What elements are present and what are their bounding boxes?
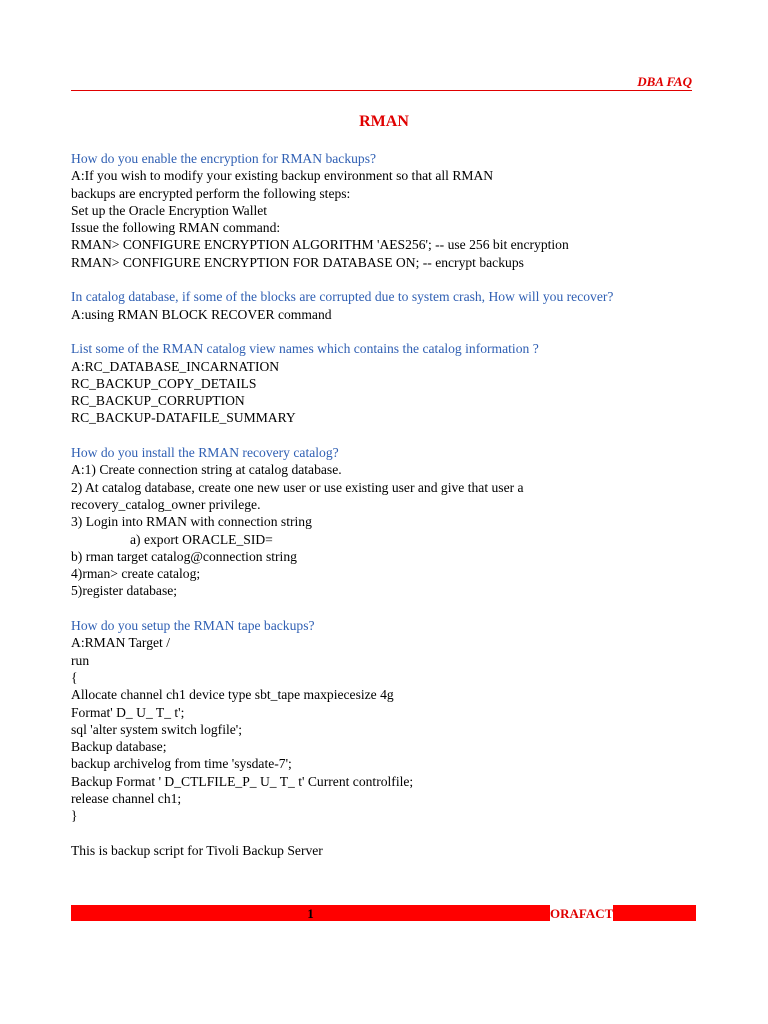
spacer [71,323,711,340]
answer-line: RC_BACKUP_CORRUPTION [71,393,245,409]
faq-section-tape-backups [71,617,711,825]
answer-line: } [71,808,78,824]
answer-line: sql 'alter system switch logfile'; [71,721,243,737]
faq-question: How do you enable the encryption for RMAN backups? [71,151,377,166]
answer-line: 3) Login into RMAN with connection string [71,514,312,530]
answer-line: run [71,652,90,668]
answer-line: backups are encrypted perform the following steps: [71,185,351,201]
document-title: RMAN [359,113,409,130]
answer-line: Backup database; [71,739,167,755]
spacer [71,825,711,842]
faq-question: How do you install the RMAN recovery catalog? [71,445,339,461]
spacer [71,427,711,444]
document-body [71,150,711,859]
spacer [71,271,711,288]
answer-line: A:1) Create connection string at catalog database. [71,462,342,478]
faq-section-install-catalog [71,444,711,600]
faq-section-catalog-views [71,340,711,426]
answer-line: RC_BACKUP-DATAFILE_SUMMARY [71,410,296,426]
answer-line: release channel ch1; [71,790,182,806]
footer-bar-right [613,905,696,921]
header-label: DBA FAQ [637,74,692,89]
answer-line: { [71,669,78,685]
answer-line: RMAN> CONFIGURE ENCRYPTION FOR DATABASE ON; -- encrypt backups [71,254,524,270]
faq-question: List some of the RMAN catalog view names which contains the catalog information ? [71,341,539,357]
answer-line: 4)rman> create catalog; [71,566,201,582]
faq-section-encryption [71,150,711,271]
faq-section-block-recover [71,288,711,323]
closing-note: This is backup script for Tivoli Backup Server [71,842,323,858]
answer-line: backup archivelog from time 'sysdate-7'; [71,756,292,772]
answer-line: b) rman target catalog@connection string [71,548,297,564]
answer-line: 2) At catalog database, create one new user or use existing user and give that user a [71,479,524,495]
answer-line: Allocate channel ch1 device type sbt_tape maxpiecesize 4g [71,687,394,703]
header-rule [71,90,692,91]
answer-line: A:If you wish to modify your existing backup environment so that all RMAN [71,168,494,184]
answer-line: 5)register database; [71,583,178,599]
answer-line: Set up the Oracle Encryption Wallet [71,202,268,218]
footer-brand: ORAFACT [550,906,614,921]
page-number: 1 [307,906,314,921]
answer-line: A:RC_DATABASE_INCARNATION [71,358,280,374]
answer-line: Backup Format ' D_CTLFILE_P_ U_ T_ t' Current controlfile; [71,773,414,789]
faq-question: How do you setup the RMAN tape backups? [71,618,315,634]
answer-line: RC_BACKUP_COPY_DETAILS [71,375,257,391]
faq-question: In catalog database, if some of the blocks are corrupted due to system crash, How will you recover? [71,289,614,305]
answer-line: Issue the following RMAN command: [71,220,281,236]
spacer [71,600,711,617]
answer-line: A:using RMAN BLOCK RECOVER command [71,306,332,322]
answer-line: a) export ORACLE_SID= [130,531,273,547]
answer-line: recovery_catalog_owner privilege. [71,496,261,512]
answer-line: A:RMAN Target / [71,635,170,651]
answer-line: Format' D_ U_ T_ t'; [71,704,185,720]
answer-line: RMAN> CONFIGURE ENCRYPTION ALGORITHM 'AES256'; -- use 256 bit encryption [71,237,569,253]
